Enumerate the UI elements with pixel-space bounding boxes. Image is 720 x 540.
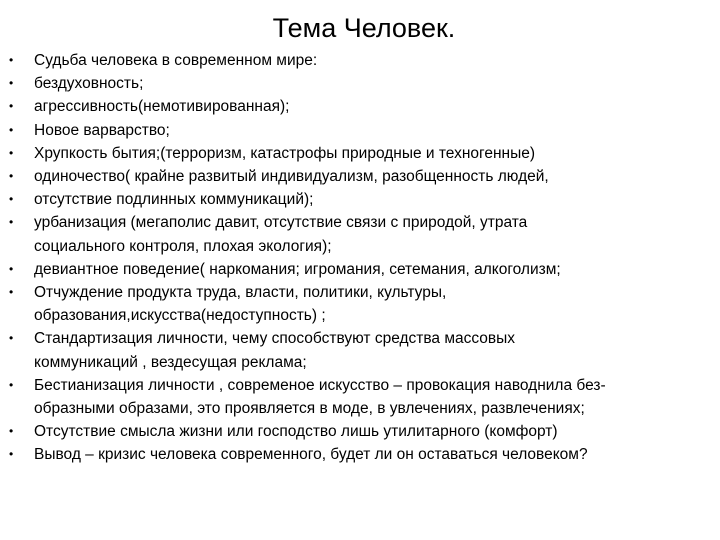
- list-item: [0, 72, 720, 95]
- bullet-icon: •: [9, 169, 14, 184]
- list-item-text: Отчуждение продукта труда, власти, политики, культуры, образования,искусства(недоступность) ;: [34, 284, 447, 325]
- list-item: [0, 211, 720, 257]
- list-item-text: Судьба человека в современном мире:: [34, 52, 318, 69]
- list-item-text: Стандартизация личности, чему способствуют средства массовых коммуникаций , вездесущая реклама;: [34, 330, 516, 371]
- list-item-text: Хрупкость бытия;(терроризм, катастрофы природные и техногенные): [34, 144, 535, 162]
- list-item: [0, 420, 720, 443]
- bullet-icon: •: [9, 99, 14, 114]
- list-item-text: бездуховность;: [34, 75, 144, 93]
- bullet-icon: •: [9, 285, 14, 300]
- list-item: [0, 374, 720, 420]
- bullet-icon: •: [9, 192, 14, 207]
- list-item-text: отсутствие подлинных коммуникаций);: [34, 191, 314, 209]
- list-item-text: Новое варварство;: [34, 121, 170, 139]
- list-item: [0, 443, 720, 466]
- list-item: [0, 119, 720, 142]
- list-item: [0, 165, 720, 188]
- bullet-icon: •: [9, 145, 14, 160]
- list-item-text: одиночество( крайне развитый индивидуализм, разобщенность людей,: [34, 168, 549, 186]
- bullet-icon: •: [9, 215, 14, 230]
- bullet-icon: •: [9, 122, 14, 137]
- bullet-icon: •: [9, 331, 14, 346]
- list-item: [0, 258, 720, 281]
- bullet-icon: •: [9, 447, 14, 462]
- list-item: [0, 49, 720, 72]
- bullet-list: [0, 49, 720, 467]
- bullet-icon: •: [9, 424, 14, 439]
- bullet-icon: •: [9, 261, 14, 276]
- list-item-text: Вывод – кризис человека современного, будет ли он оставаться человеком?: [34, 446, 588, 464]
- list-item: [0, 327, 720, 373]
- list-item: [0, 281, 720, 327]
- list-item: [0, 142, 720, 165]
- list-item: [0, 188, 720, 211]
- slide-title: Тема Человек.: [272, 13, 456, 43]
- bullet-icon: •: [9, 76, 14, 91]
- list-item-text: Отсутствие смысла жизни или господство лишь утилитарного (комфорт): [34, 423, 558, 441]
- bullet-icon: •: [9, 377, 14, 392]
- bullet-icon: •: [9, 53, 14, 67]
- list-item-text: Бестианизация личности , современое искусство – провокация наводнила без- образными образами, это проявляется в моде, в увлечениях, развлечениях;: [34, 376, 606, 418]
- list-item: [0, 95, 720, 118]
- list-item-text: урбанизация (мегаполис давит, отсутствие связи с природой, утрата социального контроля, плохая экология);: [34, 214, 528, 255]
- list-item-text: девиантное поведение( наркомания; игромания, сетемания, алкоголизм;: [34, 260, 561, 278]
- list-item-text: агрессивность(немотивированная);: [34, 98, 290, 116]
